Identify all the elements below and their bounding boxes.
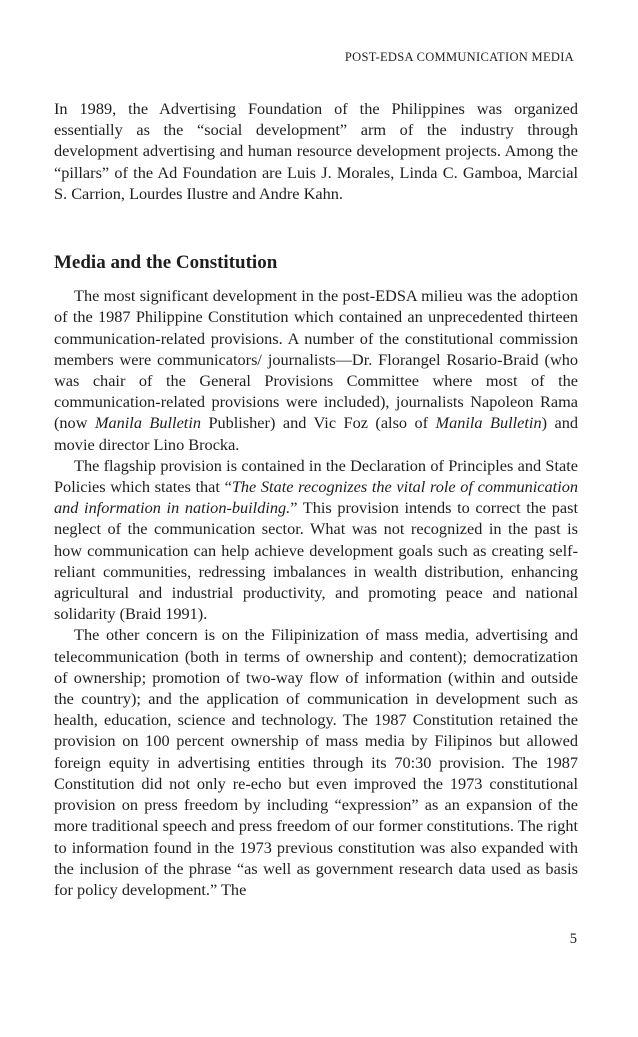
paragraph-constitution bbox=[54, 285, 578, 455]
constitution-quote: The State recognizes the vital role of communication and information in nation-building. bbox=[54, 477, 578, 518]
publication-title: Manila Bulletin bbox=[94, 413, 201, 433]
page-number: 5 bbox=[569, 931, 577, 947]
paragraph-text: The most significant development in the post-EDSA milieu was the adoption of the 1987 Philippine Constitution which contained an unprecedented thirteen communication-related provisions. A number of the constitutional commission members were communicators/ journalists—Dr. Florangel Rosario-Braid (who was chair of the General Provisions Committee where most of the communication-related provisions were included), journalists Napoleon Rama (now bbox=[54, 286, 578, 433]
paragraph-text: The flagship provision is contained in the Declaration of Principles and State Policies which states that “ bbox=[54, 455, 578, 497]
running-head: POST-EDSA COMMUNICATION MEDIA bbox=[344, 50, 574, 64]
body-text bbox=[54, 98, 578, 900]
publication-title: Manila Bulletin bbox=[435, 413, 542, 433]
paragraph-flagship-provision bbox=[54, 455, 578, 625]
paragraph-text: ) and movie director Lino Brocka. bbox=[54, 413, 578, 454]
paragraph-advertising-foundation: In 1989, the Advertising Foundation of the Philippines was organized essentially as the “social development” arm of the industry through development advertising and human resource development projects. Among the “pillars” of the Ad Foundation are Luis J. Morales, Linda C. Gamboa, Marcial S. Carrion, Lourdes Ilustre and Andre Kahn. bbox=[54, 99, 578, 203]
paragraph-text: ” This provision intends to correct the past neglect of the communication sector. What was not recognized in the past is how communication can help achieve development goals such as creating self-reliant communities, redressing imbalances in wealth distribution, enhancing agricultural and industrial productivity, and promoting peace and national solidarity (Braid 1991). bbox=[54, 498, 578, 624]
paragraph-filipinization: The other concern is on the Filipinization of mass media, advertising and telecommunication (both in terms of ownership and content); democratization of ownership; promotion of two-way flow of information (within and outside the country); and the application of communication in development such as health, education, science and technology. The 1987 Constitution retained the provision on 100 percent ownership of mass media by Filipinos but allowed foreign equity in advertising entities through its 70:30 provision. The 1987 Constitution did not only re-echo but even improved the 1973 constitutional provision on press freedom by including “expression” as an expansion of the more traditional speech and press freedom of our former constitutions. The right to information found in the 1973 previous constitution was also expanded with the inclusion of the phrase “as well as government research data used as basis for policy development.” The bbox=[54, 625, 578, 899]
paragraph-text: Publisher) and Vic Foz (also of bbox=[200, 413, 436, 433]
section-heading: Media and the Constitution bbox=[54, 252, 278, 274]
